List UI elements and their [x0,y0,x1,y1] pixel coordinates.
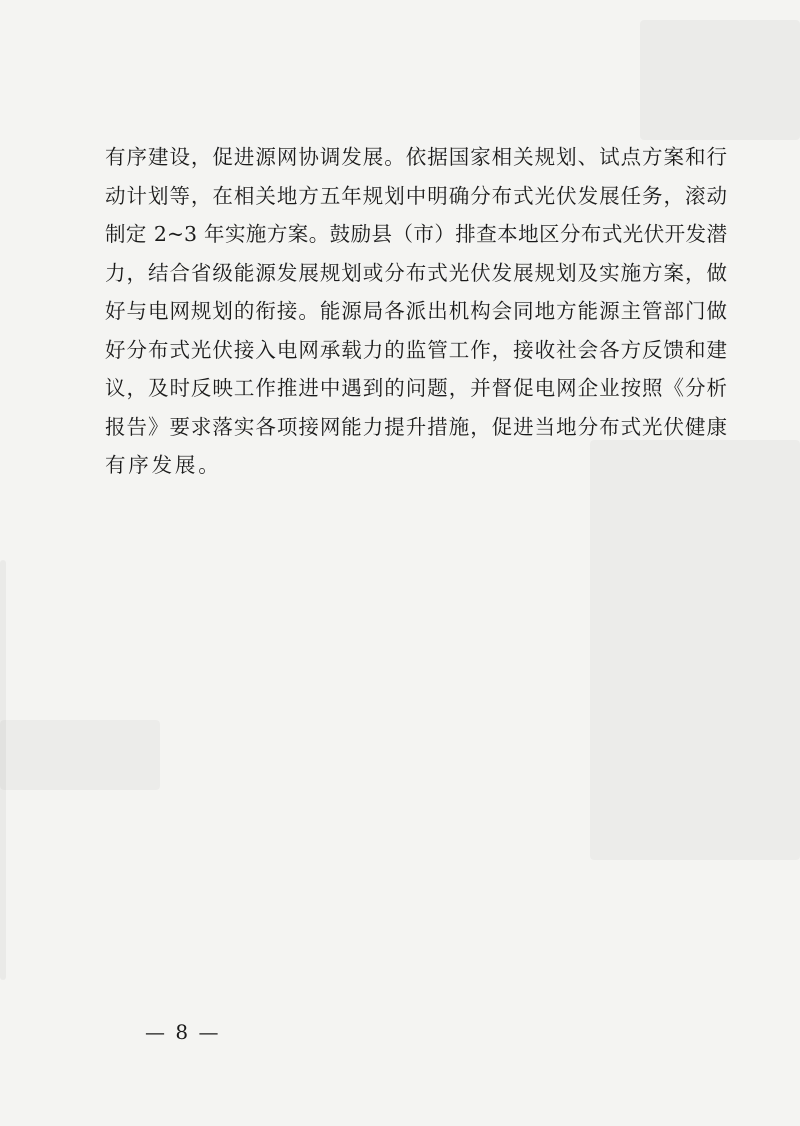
paragraph-line: 议，及时反映工作推进中遇到的问题，并督促电网企业按照《分析 [105,376,727,400]
paragraph-line: 好分布式光伏接入电网承载力的监管工作，接收社会各方反馈和建 [105,337,727,362]
paragraph-line: 制定 2~3 年实施方案。鼓励县（市）排查本地区分布式光伏开发潜 [105,222,727,246]
scan-shadow [0,560,6,980]
paragraph-line: 有序建设，促进源网协调发展。依据国家相关规划、试点方案和行 [105,145,727,169]
paragraph-line: 力，结合省级能源发展规划或分布式光伏发展规划及实施方案，做 [105,260,727,285]
paragraph-line: 好与电网规划的衔接。能源局各派出机构会同地方能源主管部门做 [105,299,727,323]
paragraph-last-line: 有序发展。 [105,453,222,477]
body-paragraph [105,138,727,485]
paragraph-line: 动计划等，在相关地方五年规划中明确分布式光伏发展任务，滚动 [105,183,727,208]
scan-shadow [590,440,800,860]
scan-shadow [640,20,800,140]
page-number: — 8 — [145,1020,221,1044]
scan-shadow [0,720,160,790]
paragraph-line: 报告》要求落实各项接网能力提升措施，促进当地分布式光伏健康 [105,414,727,439]
